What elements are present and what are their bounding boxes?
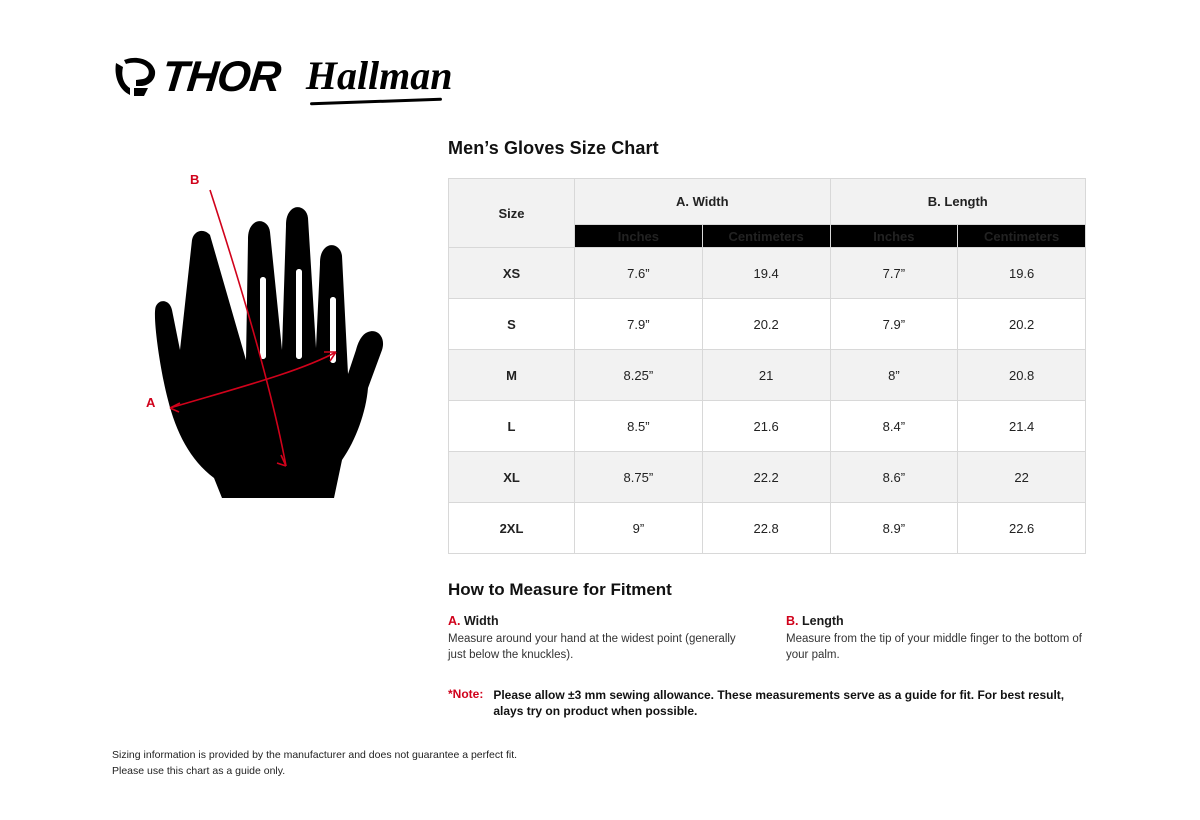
header-width-inches: Inches [575,225,703,248]
cell-size: 2XL [449,503,575,554]
header-group-length: B. Length [830,179,1086,225]
measure-item-heading [786,614,1088,628]
how-to-measure-title: How to Measure for Fitment [448,580,672,599]
how-to-measure-columns [448,614,1088,663]
measure-item-marker: A. [448,614,461,628]
cell-size: XL [449,452,575,503]
table-row [449,401,1086,452]
measure-label-a: A [146,395,156,410]
measure-item-name: Length [801,614,844,628]
measure-item-length [786,614,1088,663]
thor-wordmark: THOR [159,53,283,101]
measure-item-text: Measure from the tip of your middle finger to the bottom of your palm. [786,633,1082,661]
measure-item-name: Width [463,614,499,628]
cell-width-centimeters: 21.6 [702,401,830,452]
footer-line-2: Please use this chart as a guide only. [112,764,286,777]
thor-helmet-icon [110,55,158,101]
measure-item-heading [448,614,750,628]
header-group-width: A. Width [575,179,831,225]
size-chart-table [448,178,1086,554]
size-chart-panel [448,138,1088,719]
table-row [449,299,1086,350]
measure-item-marker: B. [786,614,799,628]
header-width-centimeters: Centimeters [702,225,830,248]
cell-length-inches: 8.4” [830,401,958,452]
glove-illustration [110,160,440,540]
cell-width-inches: 7.9” [575,299,703,350]
hallman-underline-decoration [310,98,442,106]
table-header-row-groups [449,179,1086,225]
table-body [449,248,1086,554]
cell-length-centimeters: 21.4 [958,401,1086,452]
note-block [448,687,1088,719]
cell-length-centimeters: 20.8 [958,350,1086,401]
cell-length-inches: 8.6” [830,452,958,503]
cell-width-inches: 8.25” [575,350,703,401]
measure-label-b: B [190,172,200,187]
cell-length-inches: 7.9” [830,299,958,350]
cell-width-inches: 8.75” [575,452,703,503]
cell-length-inches: 7.7” [830,248,958,299]
footer-disclaimer [112,748,517,780]
measure-item-width [448,614,750,663]
table-row [449,452,1086,503]
note-text: Please allow ±3 mm sewing allowance. These measurements serve as a guide for fit. For best result, alays try on product when possible. [493,688,1065,719]
table-header [449,179,1086,248]
table-row [449,503,1086,554]
cell-length-inches: 8” [830,350,958,401]
cell-width-centimeters: 19.4 [702,248,830,299]
cell-length-centimeters: 19.6 [958,248,1086,299]
hallman-logo [306,52,453,103]
header-size: Size [449,179,575,248]
table-row [449,248,1086,299]
cell-width-centimeters: 20.2 [702,299,830,350]
thor-logo [110,53,283,102]
cell-length-centimeters: 20.2 [958,299,1086,350]
cell-size: M [449,350,575,401]
cell-length-inches: 8.9” [830,503,958,554]
footer-line-1: Sizing information is provided by the manufacturer and does not guarantee a perfect fit. [112,749,518,761]
hallman-wordmark: Hallman [305,53,453,98]
brand-header [110,52,453,103]
cell-length-centimeters: 22.6 [958,503,1086,554]
table-row [449,350,1086,401]
cell-width-inches: 9” [575,503,703,554]
cell-width-inches: 7.6” [575,248,703,299]
cell-width-centimeters: 21 [702,350,830,401]
cell-length-centimeters: 22 [958,452,1086,503]
page-title: Men’s Gloves Size Chart [448,138,659,158]
note-label: *Note: [448,687,484,702]
header-length-centimeters: Centimeters [958,225,1086,248]
cell-size: S [449,299,575,350]
cell-size: XS [449,248,575,299]
glove-hand-icon [110,160,440,540]
cell-width-centimeters: 22.8 [702,503,830,554]
cell-size: L [449,401,575,452]
header-length-inches: Inches [830,225,958,248]
measure-item-text: Measure around your hand at the widest point (generally just below the knuckles). [448,633,736,661]
cell-width-centimeters: 22.2 [702,452,830,503]
cell-width-inches: 8.5” [575,401,703,452]
